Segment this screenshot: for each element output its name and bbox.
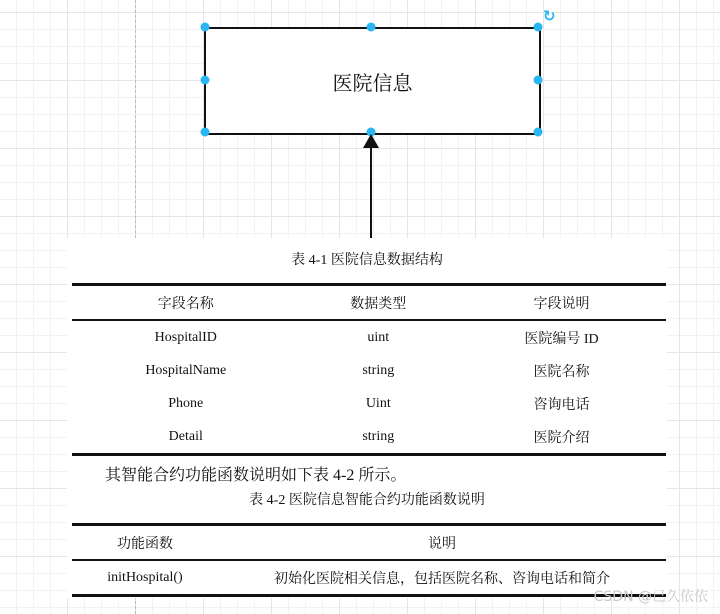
shape-label: 医院信息 [332, 70, 413, 95]
resize-handle-se[interactable] [534, 128, 543, 137]
cell: 医院介绍 [533, 430, 590, 446]
cell: 初始化医院相关信息，包括医院名称、咨询电话和简介 [274, 571, 610, 587]
cell: 医院名称 [533, 364, 590, 380]
resize-handle-sw[interactable] [201, 128, 210, 137]
table2 [72, 523, 666, 597]
table1-caption: 表 4-1 医院信息数据结构 [291, 253, 443, 268]
table1-header: 数据类型 [300, 285, 458, 321]
table-row [72, 420, 666, 455]
cell: Uint [365, 395, 391, 411]
cell: 医院编号 ID [524, 331, 599, 347]
rotate-icon[interactable]: ↻ [543, 7, 556, 25]
cell: Phone [168, 395, 204, 411]
arrowhead-icon [363, 134, 379, 148]
resize-handle-nw[interactable] [201, 23, 210, 32]
table1-header: 字段名称 [72, 285, 300, 321]
table-row [72, 560, 666, 596]
table2-header: 功能函数 [72, 525, 218, 561]
connector-edge[interactable] [370, 140, 372, 240]
hospital-info-shape[interactable] [204, 27, 541, 135]
cell: 咨询电话 [533, 397, 590, 413]
cell: HospitalID [154, 329, 217, 345]
table1-header: 字段说明 [457, 285, 666, 321]
resize-handle-w[interactable] [201, 76, 210, 85]
body-paragraph: 其智能合约功能函数说明如下表 4-2 所示。 [105, 467, 407, 484]
table-row [72, 387, 666, 420]
resize-handle-ne[interactable] [534, 23, 543, 32]
cell: Detail [168, 428, 203, 444]
table2-caption: 表 4-2 医院信息智能合约功能函数说明 [249, 493, 485, 508]
document-image [67, 238, 667, 598]
table-row [72, 354, 666, 387]
cell: initHospital() [107, 569, 183, 585]
cell: string [362, 428, 395, 444]
cell: string [362, 362, 395, 378]
resize-handle-n[interactable] [367, 23, 376, 32]
resize-handle-e[interactable] [534, 76, 543, 85]
cell: uint [367, 329, 390, 345]
table1 [72, 283, 666, 456]
cell: HospitalName [145, 362, 227, 378]
table-row [72, 320, 666, 354]
table2-header: 说明 [218, 525, 666, 561]
watermark: CSDN @已久依依 [593, 589, 708, 605]
